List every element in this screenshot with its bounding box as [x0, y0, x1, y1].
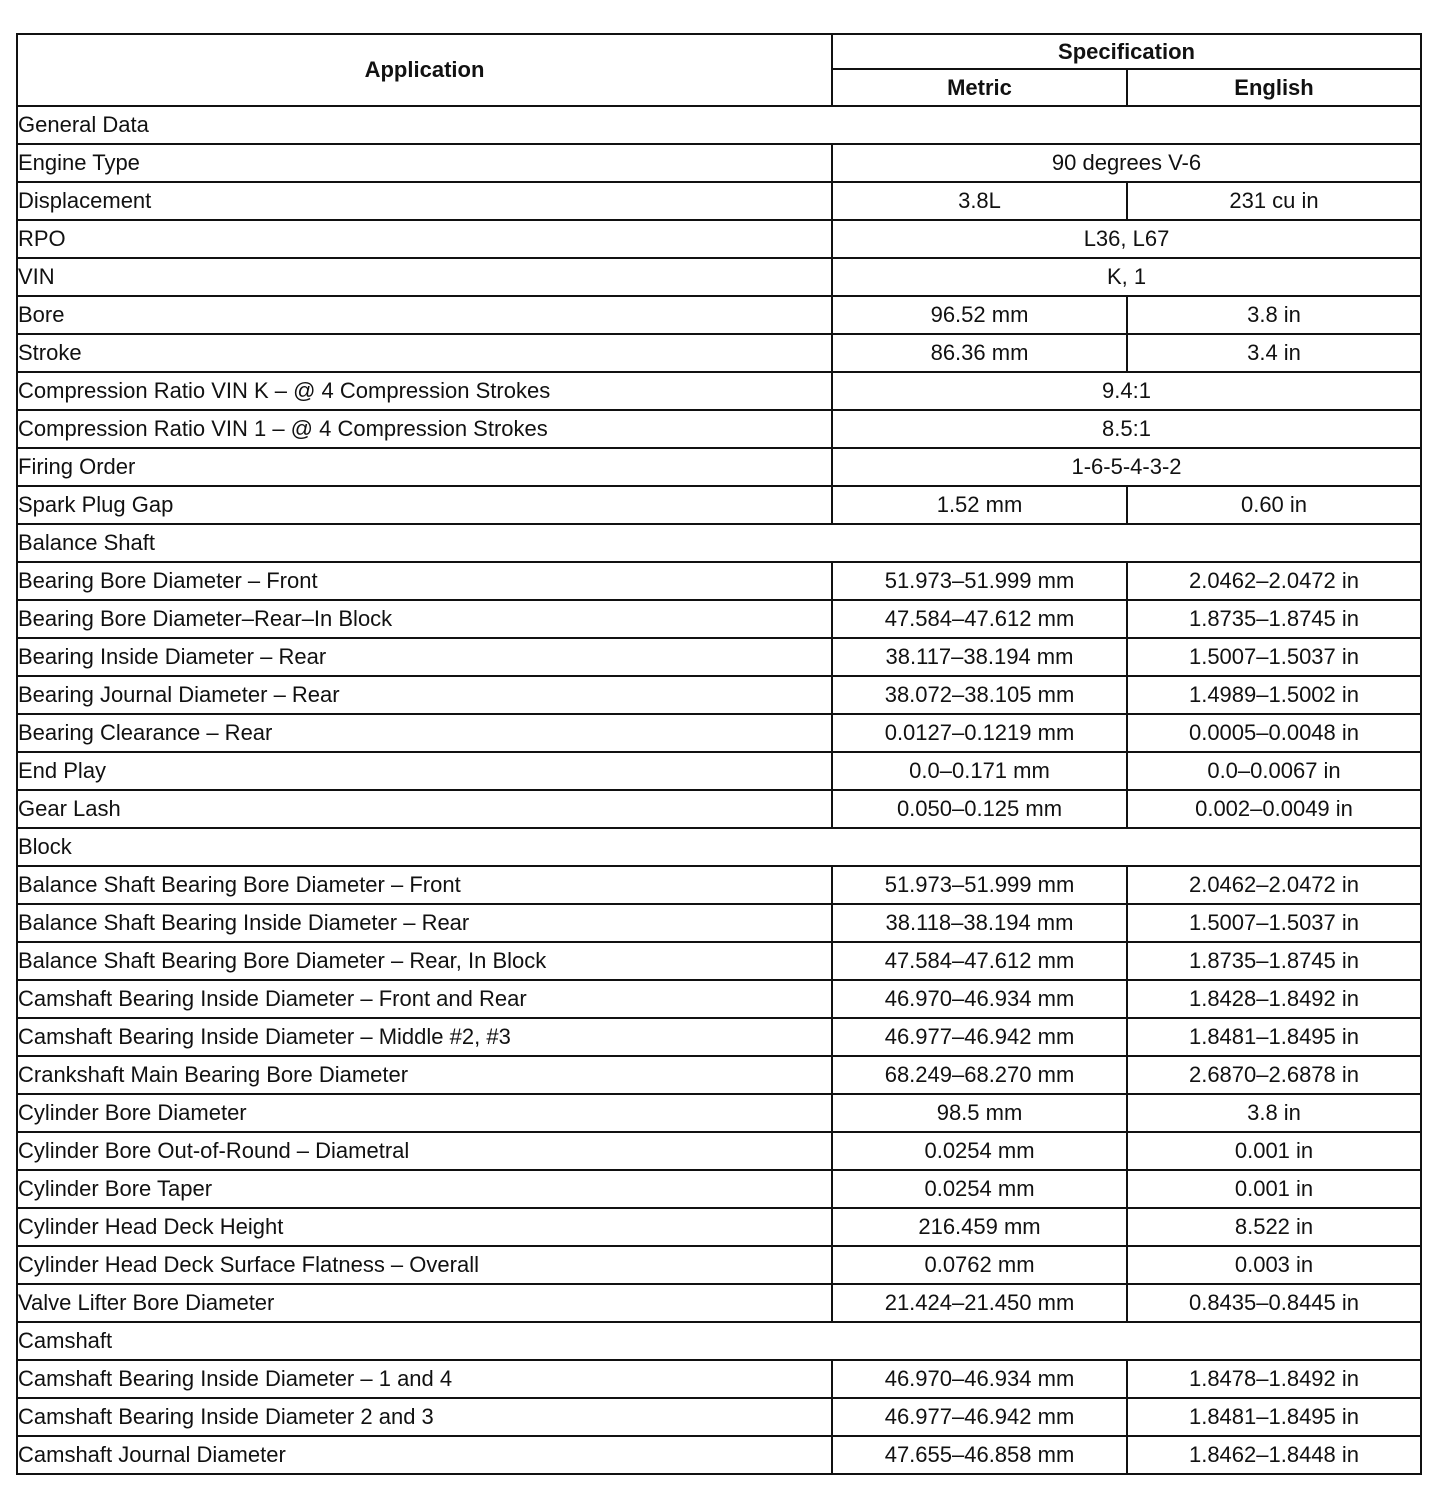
metric-value-cell: 46.970–46.934 mm: [832, 1360, 1127, 1398]
application-cell: Camshaft Bearing Inside Diameter – Front and Rear: [17, 980, 832, 1018]
metric-value-cell: 216.459 mm: [832, 1208, 1127, 1246]
english-value-cell: 2.0462–2.0472 in: [1127, 866, 1421, 904]
application-cell: Bore: [17, 296, 832, 334]
specification-value-cell: 9.4:1: [832, 372, 1421, 410]
application-cell: Cylinder Bore Out-of-Round – Diametral: [17, 1132, 832, 1170]
english-value-cell: 0.8435–0.8445 in: [1127, 1284, 1421, 1322]
specification-value-cell: K, 1: [832, 258, 1421, 296]
metric-value-cell: 98.5 mm: [832, 1094, 1127, 1132]
application-cell: Cylinder Head Deck Height: [17, 1208, 832, 1246]
english-value-cell: 3.4 in: [1127, 334, 1421, 372]
application-cell: Camshaft Bearing Inside Diameter 2 and 3: [17, 1398, 832, 1436]
table-row: [17, 714, 1421, 752]
table-row: [17, 600, 1421, 638]
english-value-cell: 3.8 in: [1127, 296, 1421, 334]
application-cell: Gear Lash: [17, 790, 832, 828]
application-cell: VIN: [17, 258, 832, 296]
table-row: [17, 1170, 1421, 1208]
english-value-cell: 0.0–0.0067 in: [1127, 752, 1421, 790]
application-cell: Balance Shaft Bearing Inside Diameter – Rear: [17, 904, 832, 942]
application-cell: Camshaft Bearing Inside Diameter – 1 and 4: [17, 1360, 832, 1398]
table-row: [17, 1398, 1421, 1436]
table-row: [17, 980, 1421, 1018]
table-row: [17, 790, 1421, 828]
english-value-cell: 8.522 in: [1127, 1208, 1421, 1246]
metric-value-cell: 1.52 mm: [832, 486, 1127, 524]
table-row: [17, 1284, 1421, 1322]
application-cell: Valve Lifter Bore Diameter: [17, 1284, 832, 1322]
header-row-top: [17, 34, 1421, 69]
table-row: [17, 904, 1421, 942]
metric-value-cell: 38.117–38.194 mm: [832, 638, 1127, 676]
metric-value-cell: 0.050–0.125 mm: [832, 790, 1127, 828]
application-cell: Displacement: [17, 182, 832, 220]
application-cell: Compression Ratio VIN 1 – @ 4 Compression Strokes: [17, 410, 832, 448]
table-row: [17, 334, 1421, 372]
english-value-cell: 1.5007–1.5037 in: [1127, 904, 1421, 942]
metric-value-cell: 46.977–46.942 mm: [832, 1398, 1127, 1436]
english-value-cell: 1.8462–1.8448 in: [1127, 1436, 1421, 1474]
metric-value-cell: 47.655–46.858 mm: [832, 1436, 1127, 1474]
table-row: [17, 1094, 1421, 1132]
english-value-cell: 231 cu in: [1127, 182, 1421, 220]
metric-value-cell: 86.36 mm: [832, 334, 1127, 372]
table-row: [17, 296, 1421, 334]
specification-value-cell: L36, L67: [832, 220, 1421, 258]
english-value-cell: 0.001 in: [1127, 1132, 1421, 1170]
section-row: [17, 106, 1421, 144]
metric-value-cell: 21.424–21.450 mm: [832, 1284, 1127, 1322]
specification-value-cell: 1-6-5-4-3-2: [832, 448, 1421, 486]
section-heading: Balance Shaft: [17, 524, 1421, 562]
english-value-cell: 1.8735–1.8745 in: [1127, 600, 1421, 638]
table-row: [17, 182, 1421, 220]
table-row: [17, 372, 1421, 410]
table-row: [17, 448, 1421, 486]
section-heading: Camshaft: [17, 1322, 1421, 1360]
table-row: [17, 258, 1421, 296]
table-row: [17, 1056, 1421, 1094]
application-cell: Bearing Clearance – Rear: [17, 714, 832, 752]
metric-value-cell: 0.0254 mm: [832, 1132, 1127, 1170]
english-value-cell: 1.5007–1.5037 in: [1127, 638, 1421, 676]
application-cell: Crankshaft Main Bearing Bore Diameter: [17, 1056, 832, 1094]
table-row: [17, 676, 1421, 714]
metric-value-cell: 0.0–0.171 mm: [832, 752, 1127, 790]
section-heading: Block: [17, 828, 1421, 866]
english-value-cell: 0.001 in: [1127, 1170, 1421, 1208]
english-value-cell: 1.8481–1.8495 in: [1127, 1398, 1421, 1436]
application-cell: Cylinder Bore Taper: [17, 1170, 832, 1208]
section-row: [17, 524, 1421, 562]
table-row: [17, 220, 1421, 258]
table-row: [17, 1018, 1421, 1056]
metric-value-cell: 47.584–47.612 mm: [832, 942, 1127, 980]
application-cell: Bearing Journal Diameter – Rear: [17, 676, 832, 714]
metric-value-cell: 3.8L: [832, 182, 1127, 220]
metric-value-cell: 51.973–51.999 mm: [832, 562, 1127, 600]
metric-value-cell: 46.970–46.934 mm: [832, 980, 1127, 1018]
english-value-cell: 1.8478–1.8492 in: [1127, 1360, 1421, 1398]
metric-value-cell: 38.118–38.194 mm: [832, 904, 1127, 942]
application-cell: Bearing Bore Diameter – Front: [17, 562, 832, 600]
application-cell: Compression Ratio VIN K – @ 4 Compression Strokes: [17, 372, 832, 410]
application-cell: Spark Plug Gap: [17, 486, 832, 524]
english-value-cell: 0.60 in: [1127, 486, 1421, 524]
application-cell: Cylinder Head Deck Surface Flatness – Overall: [17, 1246, 832, 1284]
table-row: [17, 486, 1421, 524]
application-cell: Balance Shaft Bearing Bore Diameter – Front: [17, 866, 832, 904]
metric-value-cell: 38.072–38.105 mm: [832, 676, 1127, 714]
table-row: [17, 1132, 1421, 1170]
application-header: Application: [17, 34, 832, 106]
table-row: [17, 1246, 1421, 1284]
table-row: [17, 752, 1421, 790]
section-row: [17, 828, 1421, 866]
section-heading: General Data: [17, 106, 1421, 144]
table-row: [17, 1360, 1421, 1398]
table-row: [17, 562, 1421, 600]
metric-value-cell: 51.973–51.999 mm: [832, 866, 1127, 904]
metric-value-cell: 68.249–68.270 mm: [832, 1056, 1127, 1094]
table-body: [17, 106, 1421, 1474]
specification-header: Specification: [832, 34, 1421, 69]
metric-value-cell: 0.0127–0.1219 mm: [832, 714, 1127, 752]
english-value-cell: 2.0462–2.0472 in: [1127, 562, 1421, 600]
metric-value-cell: 0.0762 mm: [832, 1246, 1127, 1284]
application-cell: Firing Order: [17, 448, 832, 486]
section-row: [17, 1322, 1421, 1360]
application-cell: End Play: [17, 752, 832, 790]
english-value-cell: 1.4989–1.5002 in: [1127, 676, 1421, 714]
english-value-cell: 0.003 in: [1127, 1246, 1421, 1284]
application-cell: Cylinder Bore Diameter: [17, 1094, 832, 1132]
application-cell: Bearing Inside Diameter – Rear: [17, 638, 832, 676]
table-row: [17, 1208, 1421, 1246]
english-value-cell: 1.8481–1.8495 in: [1127, 1018, 1421, 1056]
table-header: [17, 34, 1421, 106]
specification-value-cell: 90 degrees V-6: [832, 144, 1421, 182]
specification-value-cell: 8.5:1: [832, 410, 1421, 448]
application-cell: Engine Type: [17, 144, 832, 182]
english-value-cell: 0.002–0.0049 in: [1127, 790, 1421, 828]
application-cell: Camshaft Bearing Inside Diameter – Middle #2, #3: [17, 1018, 832, 1056]
metric-value-cell: 96.52 mm: [832, 296, 1127, 334]
table-row: [17, 410, 1421, 448]
specification-table: [16, 33, 1422, 1475]
table-row: [17, 866, 1421, 904]
english-header: English: [1127, 69, 1421, 106]
metric-header: Metric: [832, 69, 1127, 106]
english-value-cell: 1.8428–1.8492 in: [1127, 980, 1421, 1018]
metric-value-cell: 47.584–47.612 mm: [832, 600, 1127, 638]
table-row: [17, 144, 1421, 182]
english-value-cell: 1.8735–1.8745 in: [1127, 942, 1421, 980]
metric-value-cell: 0.0254 mm: [832, 1170, 1127, 1208]
application-cell: Camshaft Journal Diameter: [17, 1436, 832, 1474]
table-row: [17, 942, 1421, 980]
application-cell: Balance Shaft Bearing Bore Diameter – Rear, In Block: [17, 942, 832, 980]
application-cell: RPO: [17, 220, 832, 258]
metric-value-cell: 46.977–46.942 mm: [832, 1018, 1127, 1056]
application-cell: Bearing Bore Diameter–Rear–In Block: [17, 600, 832, 638]
english-value-cell: 2.6870–2.6878 in: [1127, 1056, 1421, 1094]
english-value-cell: 3.8 in: [1127, 1094, 1421, 1132]
english-value-cell: 0.0005–0.0048 in: [1127, 714, 1421, 752]
table-row: [17, 638, 1421, 676]
table-row: [17, 1436, 1421, 1474]
application-cell: Stroke: [17, 334, 832, 372]
